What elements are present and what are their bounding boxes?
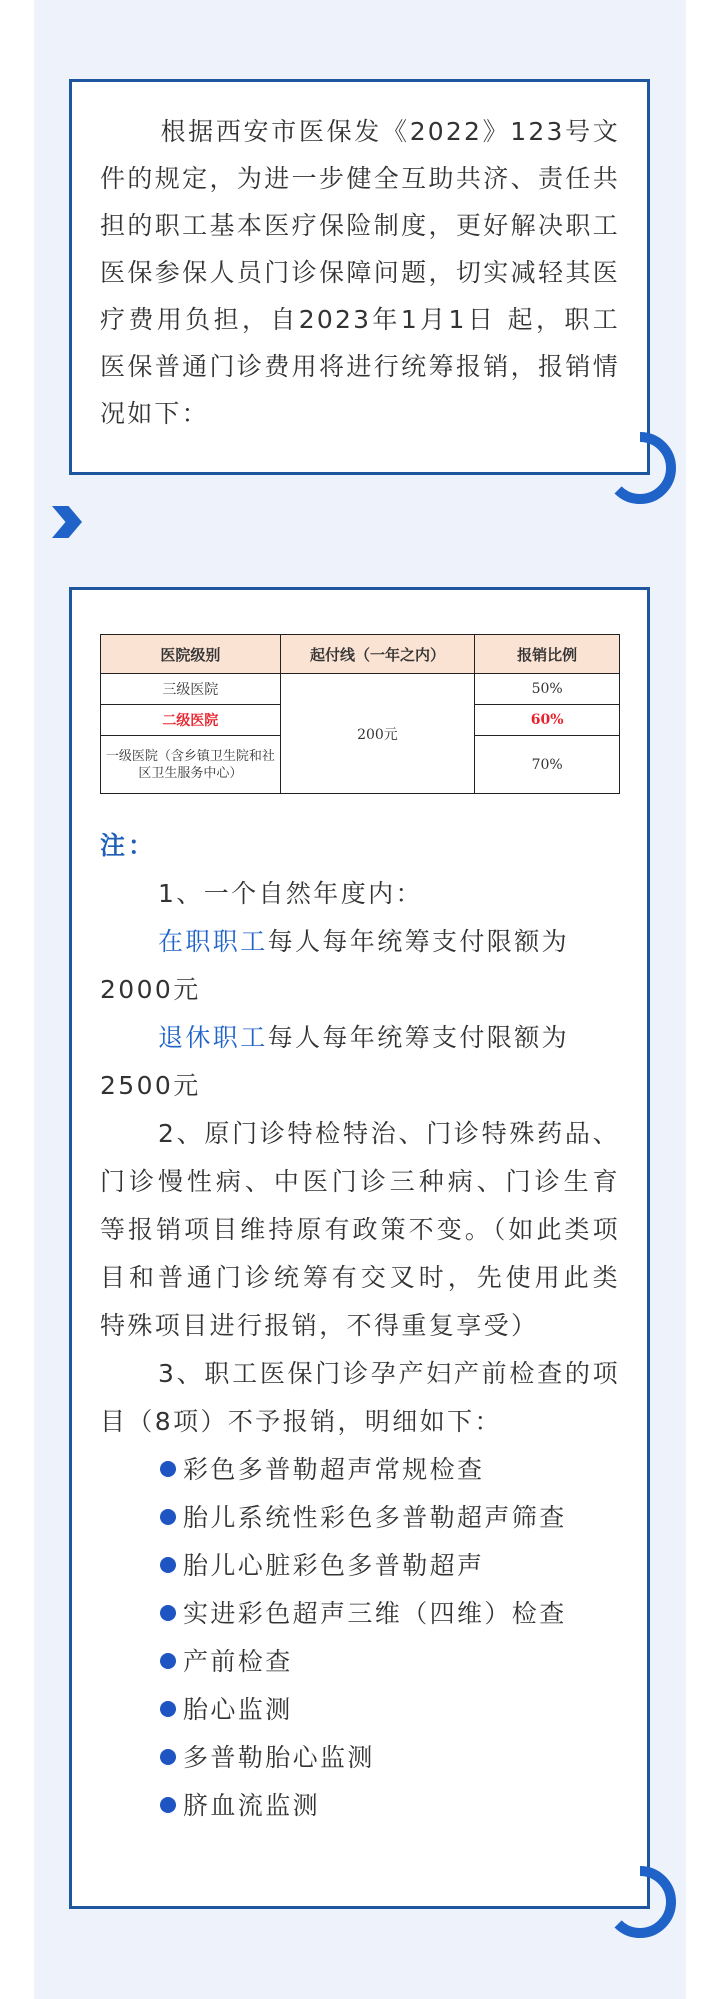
active-staff-label: 在职职工	[158, 927, 268, 956]
table-header-row	[101, 635, 620, 674]
header-ratio: 报销比例	[475, 635, 620, 674]
header-threshold: 起付线（一年之内）	[280, 635, 475, 674]
retired-staff-amount: 2500元	[100, 1071, 201, 1100]
note-item-2-text: 2、原门诊特检特治、门诊特殊药品、门诊慢性病、中医门诊三种病、门诊生育等报销项目维持原有政策不变。（如此类项目和普通门诊统筹有交叉时，先使用此类特殊项目进行报销，不得重复享受）	[100, 1119, 620, 1340]
retired-staff-line	[100, 1014, 620, 1062]
bullet-dot-icon	[160, 1605, 176, 1621]
list-item	[160, 1446, 620, 1494]
retired-staff-text: 每人每年统筹支付限额为	[267, 1023, 570, 1052]
list-item	[160, 1590, 620, 1638]
list-item	[160, 1686, 620, 1734]
list-item-text: 胎心监测	[183, 1695, 293, 1724]
retired-staff-label: 退休职工	[158, 1023, 268, 1052]
list-item	[160, 1494, 620, 1542]
ratio-cell: 70%	[475, 736, 620, 794]
bullet-dot-icon	[160, 1797, 176, 1813]
list-item	[160, 1734, 620, 1782]
list-item-text: 胎儿系统性彩色多普勒超声筛查	[183, 1503, 567, 1532]
bullet-dot-icon	[160, 1509, 176, 1525]
bullet-dot-icon	[160, 1557, 176, 1573]
ratio-cell: 60%	[475, 705, 620, 736]
bullet-dot-icon	[160, 1461, 176, 1477]
threshold-cell: 200元	[280, 674, 475, 794]
list-item	[160, 1782, 620, 1830]
reimbursement-table	[100, 634, 620, 794]
bullet-dot-icon	[160, 1749, 176, 1765]
active-staff-text: 每人每年统筹支付限额为	[267, 927, 570, 956]
list-item-text: 多普勒胎心监测	[183, 1743, 375, 1772]
active-staff-amount: 2000元	[100, 975, 201, 1004]
notes-title: 注：	[100, 831, 157, 860]
header-hospital-level: 医院级别	[101, 635, 281, 674]
table-row	[101, 674, 620, 705]
notes-section	[100, 822, 620, 1830]
note-item-3	[100, 1350, 620, 1446]
list-item	[160, 1542, 620, 1590]
note-item-2	[100, 1110, 620, 1350]
list-item-text: 彩色多普勒超声常规检查	[183, 1455, 485, 1484]
list-item-text: 胎儿心脏彩色多普勒超声	[183, 1551, 485, 1580]
ratio-cell: 50%	[475, 674, 620, 705]
hospital-level-cell: 三级医院	[101, 674, 281, 705]
hospital-level-cell: 二级医院	[101, 705, 281, 736]
list-item-text: 脐血流监测	[183, 1791, 321, 1820]
intro-paragraph	[100, 108, 620, 437]
note-item-3-text: 3、职工医保门诊孕产妇产前检查的项目（8项）不予报销，明细如下：	[100, 1359, 620, 1436]
exam-list	[160, 1446, 620, 1830]
intro-text: 根据西安市医保发《2022》123号文件的规定，为进一步健全互助共济、责任共担的职工基本医疗保险制度，更好解决职工医保参保人员门诊保障问题，切实减轻其医疗费用负担，自2023年1月1日 起，职工医保普通门诊费用将进行统筹报销，报销情况如下：	[100, 117, 620, 428]
hospital-level-cell: 一级医院（含乡镇卫生院和社区卫生服务中心）	[101, 736, 281, 794]
bullet-dot-icon	[160, 1653, 176, 1669]
note-item-1-text: 1、一个自然年度内：	[158, 879, 423, 908]
list-item-text: 实进彩色超声三维（四维）检查	[183, 1599, 567, 1628]
list-item	[160, 1638, 620, 1686]
note-item-1	[100, 870, 620, 918]
list-item-text: 产前检查	[183, 1647, 293, 1676]
bullet-dot-icon	[160, 1701, 176, 1717]
active-staff-line	[100, 918, 620, 966]
